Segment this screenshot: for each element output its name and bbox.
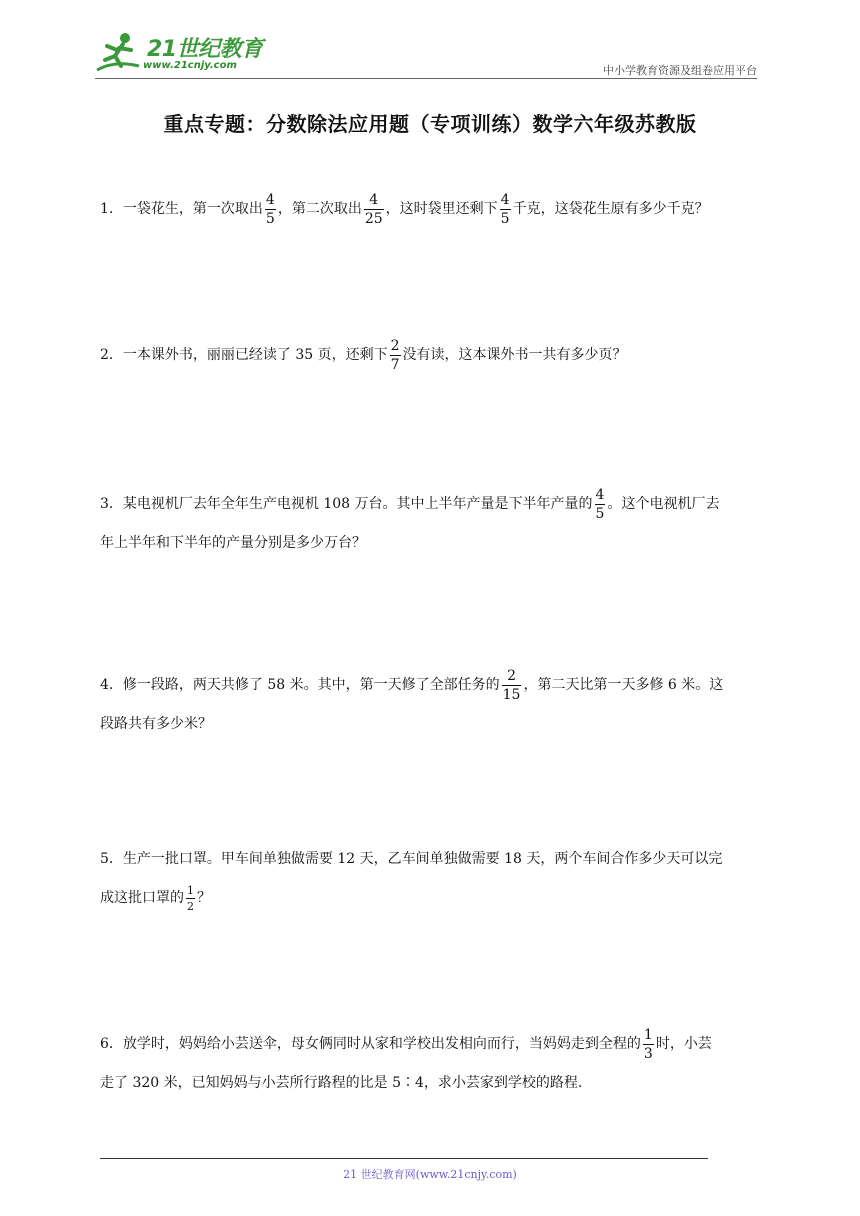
fraction: $\frac{4}{5}$: [500, 191, 510, 227]
logo-text: 21世纪教育: [147, 37, 263, 62]
question-1: 1．一袋花生，第一次取出 $\frac{4}{5}$ ，第二次取出 $\frac{4}{25}$ ，这时袋里还剩下 $\frac{4}{5}$ 千克，这袋花生原有多少千克？: [100, 191, 709, 227]
footer-divider: [100, 1158, 708, 1159]
fraction: $\frac{2}{7}$: [390, 337, 400, 373]
question-3: 3．某电视机厂去年全年生产电视机 108 万台。其中上半年产量是下半年产量的 $\frac{4}{5}$ 。这个电视机厂去 年上半年和下半年的产量分别是多少万台？: [100, 486, 720, 551]
header-divider: [95, 78, 757, 79]
platform-label: 中小学教育资源及组卷应用平台: [603, 64, 757, 77]
question-4: 4．修一段路，两天共修了 58 米。其中，第一天修了全部任务的 $\frac{2}{15}$ ，第二天比第一天多修 6 米。这 段路共有多少米？: [100, 667, 724, 732]
page-header: [95, 30, 757, 80]
fraction: $\frac{4}{5}$: [595, 486, 605, 522]
logo-url: www.21cnjy.com: [143, 60, 237, 71]
fraction: $\frac{4}{25}$: [364, 191, 383, 227]
runner-logo-icon: [95, 30, 145, 76]
fraction: $\frac{2}{15}$: [502, 667, 521, 703]
fraction: $\frac{4}{5}$: [265, 191, 275, 227]
fraction: $\frac{1}{2}$: [187, 883, 194, 913]
question-2: 2．一本课外书，丽丽已经读了 35 页，还剩下 $\frac{2}{7}$ 没有读，这本课外书一共有多少页？: [100, 337, 627, 373]
page-title: 重点专题：分数除法应用题（专项训练）数学六年级苏教版: [163, 112, 697, 136]
site-logo: [95, 30, 265, 78]
question-5: 5．生产一批口罩。甲车间单独做需要 12 天，乙车间单独做需要 18 天，两个车间合作多少天可以完 成这批口罩的 $\frac{1}{2}$ ？: [100, 851, 723, 913]
footer-text: 21 世纪教育网(www.21cnjy.com): [343, 1168, 517, 1181]
question-6: 6．放学时，妈妈给小芸送伞，母女俩同时从家和学校出发相向而行，当妈妈走到全程的 $\frac{1}{3}$ 时，小芸 走了 320 米，已知妈妈与小芸所行路程的比是 5∶4，求小芸家到学校的路程.: [100, 1026, 712, 1091]
fraction: $\frac{1}{3}$: [643, 1026, 653, 1062]
